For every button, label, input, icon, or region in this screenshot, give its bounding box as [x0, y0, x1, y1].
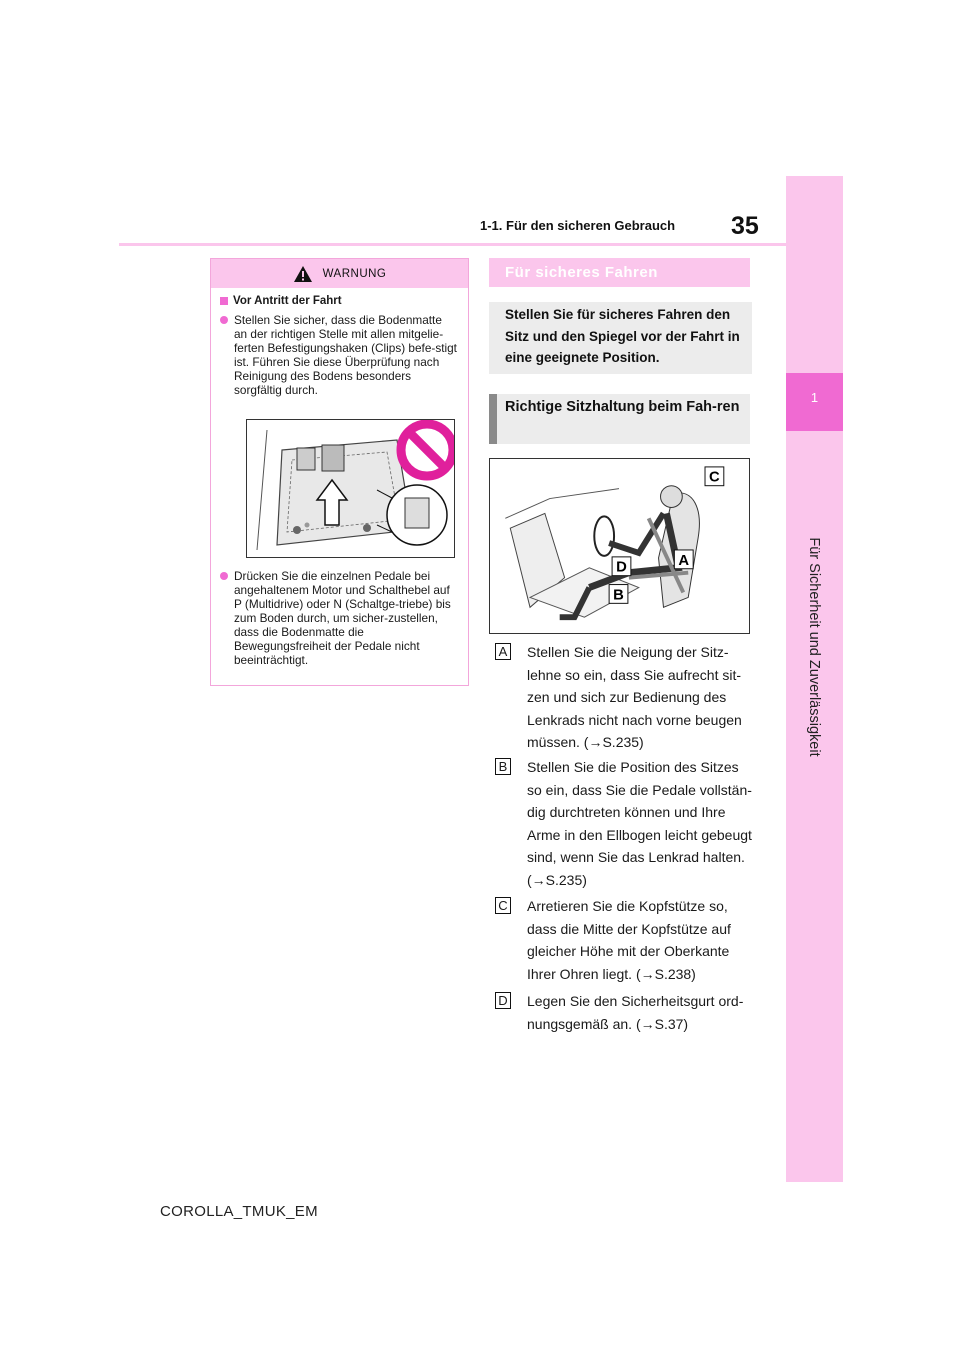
warning-subheading-text: Vor Antritt der Fahrt [233, 295, 342, 307]
subsection-heading: Richtige Sitzhaltung beim Fah-ren [489, 394, 750, 444]
illustration-label-b: B [613, 587, 624, 604]
illustration-label-c: C [709, 469, 720, 486]
instruction-item [495, 756, 755, 891]
warning-bullet-text: Drücken Sie die einzelnen Pedale bei angehaltenem Motor und Schalthebel auf P (Multidrive) oder N (Schaltge-triebe) bis zum Boden durch, um sicher-zustellen, dass die Bodenmatte die Bewegungsfreiheit der Pedale nicht beeinträchtigt. [234, 569, 451, 667]
intro-text: Stellen Sie für sicheres Fahren den Sitz und den Spiegel vor der Fahrt in eine geeignete Position. [489, 302, 752, 374]
warning-title: WARNUNG [322, 267, 387, 280]
header-divider [119, 243, 786, 246]
warning-header [211, 259, 468, 288]
item-label: D [495, 992, 511, 1009]
instruction-item [495, 990, 755, 1035]
item-text: Legen Sie den Sicherheitsgurt ord- nungsgemäß an. (→S.37) [527, 993, 744, 1032]
bullet-dot-icon [220, 316, 228, 324]
item-text: Stellen Sie die Neigung der Sitz- lehne so ein, dass Sie aufrecht sit- zen und sich zur Bedienung des Lenkrads nicht nach vorne beugen müssen. (→S.235) [527, 644, 742, 750]
warning-triangle-icon [293, 265, 313, 283]
illustration-label-a: A [678, 552, 690, 569]
seating-position-illustration [489, 458, 750, 634]
item-label: C [495, 897, 511, 914]
section-title: 1-1. Für den sicheren Gebrauch [480, 218, 676, 233]
warning-subheading [220, 294, 458, 308]
section-heading: Für sicheres Fahren [489, 258, 750, 287]
warning-bullet [220, 313, 458, 397]
item-label: B [495, 758, 511, 775]
warning-bullet [220, 569, 458, 667]
document-code: COROLLA_TMUK_EM [160, 1203, 318, 1220]
square-bullet-icon [220, 297, 228, 305]
warning-bullet-text: Stellen Sie sicher, dass die Bodenmatte an der richtigen Stelle mit allen mitgelie-ferten Befestigungshaken (Clips) befe-stigt ist. Führen Sie diese Überprüfung nach Reinigung des Bodens besonders sorgfältig durch. [234, 313, 457, 397]
instruction-item [495, 641, 755, 754]
item-text: Stellen Sie die Position des Sitzes so ein, dass Sie die Pedale vollstän- dig durchtreten können und Ihre Arme in den Ellbogen leicht gebeugt sind, wenn Sie das Lenkrad halten. (→S.235) [527, 759, 752, 888]
instruction-item [495, 895, 755, 985]
chapter-title: Für Sicherheit und Zuverlässigkeit [806, 537, 822, 757]
item-label: A [495, 643, 511, 660]
warning-box [210, 258, 469, 686]
item-text: Arretieren Sie die Kopfstütze so, dass die Mitte der Kopfstütze auf gleicher Höhe mit der Oberkante Ihrer Ohren liegt. (→S.238) [527, 898, 731, 982]
illustration-label-d: D [616, 559, 627, 576]
bullet-dot-icon [220, 572, 228, 580]
page-number: 35 [731, 212, 759, 240]
chapter-number: 1 [810, 390, 819, 405]
floor-mat-illustration [246, 419, 455, 558]
